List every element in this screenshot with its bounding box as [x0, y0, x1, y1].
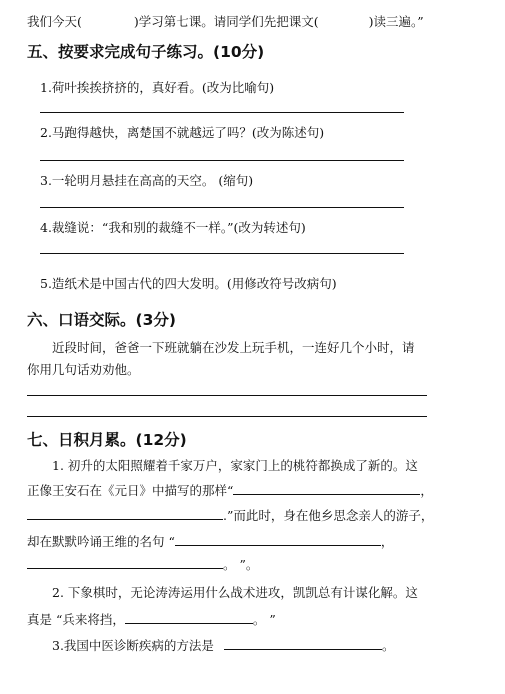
blank[interactable] — [82, 14, 134, 26]
top-text-3: )读三遍。” — [368, 14, 424, 29]
question-5-5: 5.造纸术是中国古代的四大发明。(用修改符号改病句) — [40, 276, 337, 291]
fill-blank[interactable] — [27, 507, 223, 520]
punctuation: 。 ”。 — [223, 557, 259, 572]
question-7-1-line-4 — [27, 532, 393, 550]
question-5-1: 1.荷叶挨挨挤挤的，真好看。(改为比喻句) — [40, 80, 275, 95]
answer-line[interactable] — [27, 416, 427, 417]
fill-blank[interactable] — [233, 482, 420, 495]
question-7-1-line-3 — [27, 506, 433, 524]
section-5-heading: 五、按要求完成句子练习。(10分) — [27, 43, 265, 61]
punctuation: 。 ” — [252, 612, 276, 627]
answer-line[interactable] — [27, 395, 427, 396]
fill-blank[interactable] — [175, 533, 381, 546]
fill-blank[interactable] — [27, 556, 223, 569]
question-7-3-line-1 — [52, 636, 394, 654]
answer-line[interactable] — [40, 160, 404, 161]
blank[interactable] — [319, 14, 369, 26]
top-text-1: 我们今天( — [27, 14, 82, 29]
question-7-2-line-1: 2. 下象棋时，无论涛涛运用什么战术进攻，凯凯总有计谋化解。这 — [52, 585, 418, 600]
question-5-2: 2.马跑得越快，离楚国不就越远了吗？(改为陈述句) — [40, 125, 325, 140]
question-text: 真是 “兵来将挡， — [27, 612, 125, 627]
fill-blank[interactable] — [224, 637, 382, 650]
question-5-4: 4.裁缝说：“我和别的裁缝不一样。”(改为转述句) — [40, 220, 306, 235]
fill-blank[interactable] — [125, 611, 253, 624]
answer-line[interactable] — [40, 112, 404, 113]
question-text: .”而此时，身在他乡思念亲人的游子， — [223, 508, 434, 523]
question-7-1-line-5 — [27, 555, 258, 573]
punctuation: ， — [420, 483, 433, 498]
answer-line[interactable] — [40, 253, 404, 254]
question-text: 却在默默吟诵王维的名句 “ — [27, 534, 175, 549]
question-5-3: 3.一轮明月悬挂在高高的天空。 (缩句) — [40, 173, 254, 188]
section-6-text-1: 近段时间，爸爸一下班就躺在沙发上玩手机，一连好几个小时，请 — [52, 340, 415, 355]
answer-line[interactable] — [40, 207, 404, 208]
punctuation: 。 — [381, 638, 395, 653]
punctuation: ， — [380, 534, 394, 549]
top-text-2: )学习第七课。请同学们先把课文( — [133, 14, 319, 29]
question-7-1-line-2 — [27, 481, 433, 499]
section-6-heading: 六、口语交际。(3分) — [27, 311, 176, 329]
section-6-text-2: 你用几句话劝劝他。 — [27, 362, 140, 377]
question-text: 3.我国中医诊断疾病的方法是 — [52, 638, 214, 653]
question-text: 正像王安石在《元日》中描写的那样“ — [27, 483, 234, 498]
section-7-heading: 七、日积月累。(12分) — [27, 431, 187, 449]
question-7-1-line-1: 1. 初升的太阳照耀着千家万户，家家门上的桃符都换成了新的。这 — [52, 458, 418, 473]
question-7-2-line-2 — [27, 610, 276, 628]
top-sentence — [27, 12, 424, 30]
